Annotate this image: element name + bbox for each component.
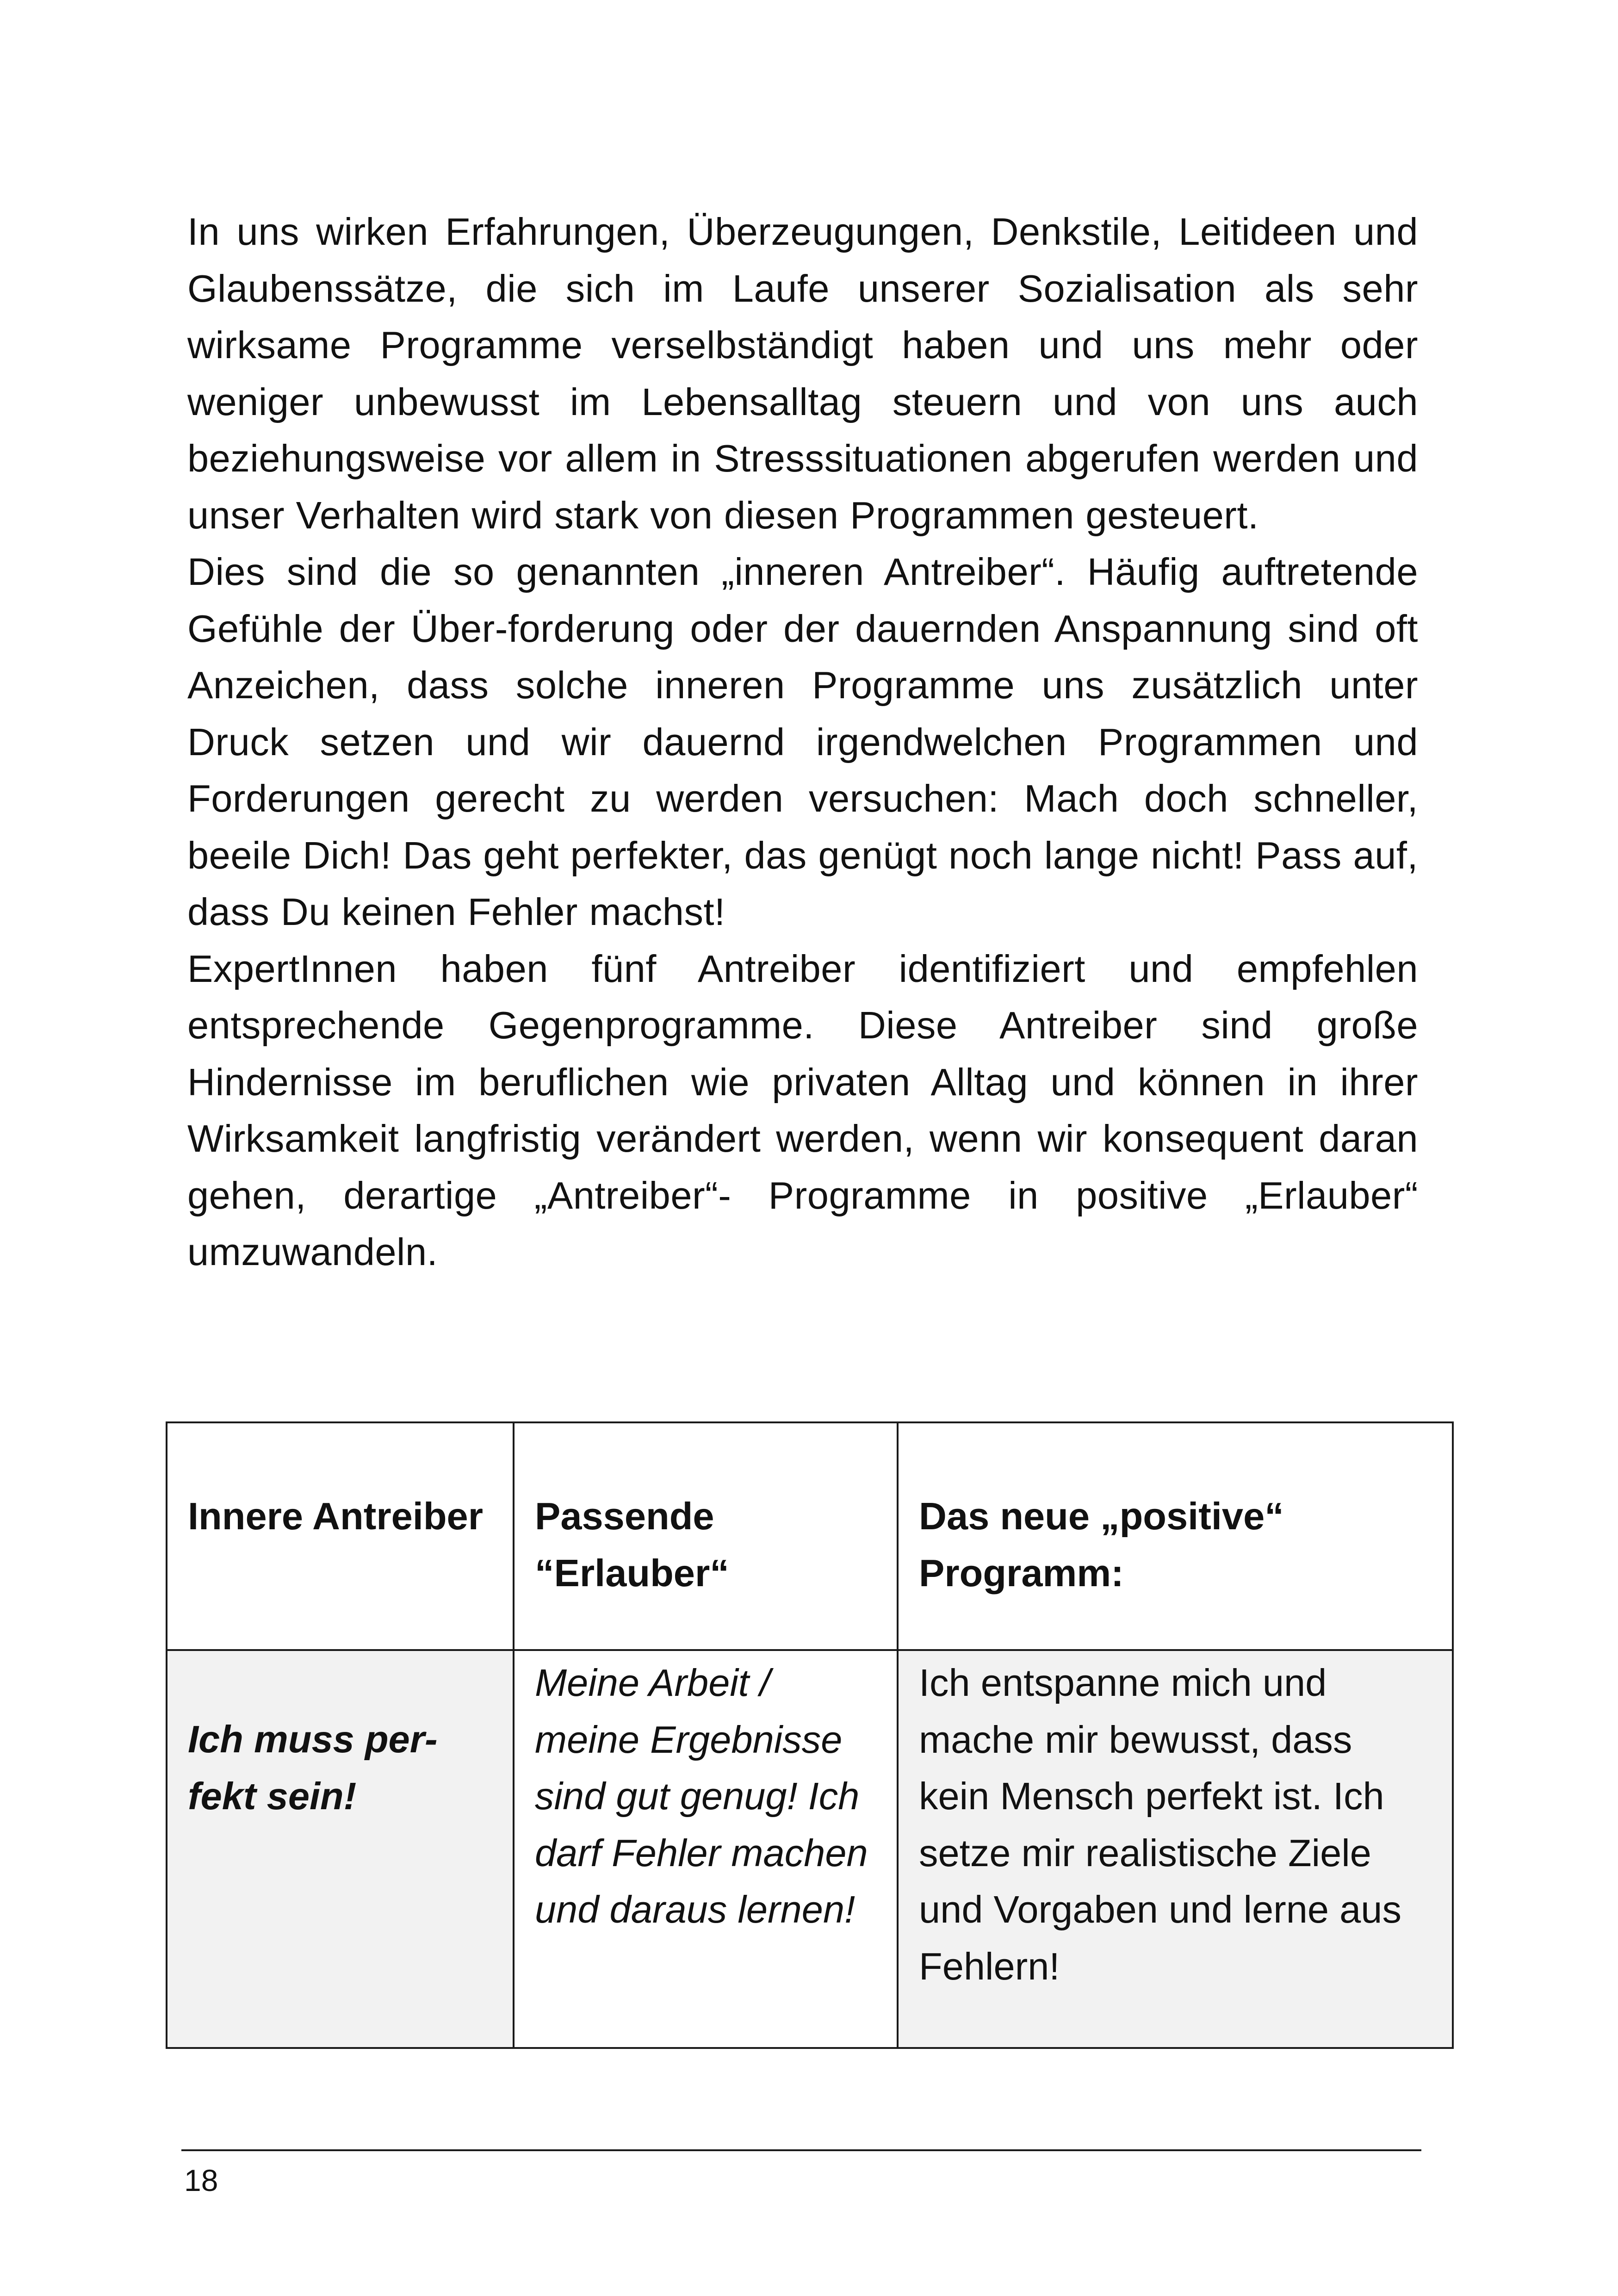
paragraph-innere-antreiber: Dies sind die so genannten „inneren Antreiber“. Häufig auftretende Gefühle der Über-forderung oder der dauernden Anspannung sind oft Anzeichen, dass solche inneren Programme uns zusätzlich unter Druck setzen und wir dauernd irgendwelchen Programmen und Forderungen gerecht zu werden versuchen: Mach doch schneller, beeile Dich! Das geht perfekter, das genügt noch lange nicht! Pass auf, dass Du keinen Fehler machst! [187,550,1418,933]
header-passende-erlauber: Passende “Erlauber“ [514,1422,898,1650]
footer-divider [181,2149,1421,2151]
cell-erlauber: Meine Arbeit / meine Ergebnisse sind gut genug! Ich darf Fehler machen und daraus lernen! [514,1650,898,2048]
cell-programm: Ich entspanne mich und mache mir bewusst, dass kein Mensch perfekt ist. Ich setze mir realistische Ziele und Vorgaben und lerne aus Fehlern! [898,1650,1453,2048]
header-innere-antreiber: Innere Antreiber [167,1422,514,1650]
table-body [167,1650,1453,2048]
page-number: 18 [184,2163,218,2197]
body-text [187,204,1418,1281]
cell-antreiber: Ich muss perfekt sein! [167,1650,514,2048]
table-row [167,1650,1453,2048]
table-header [167,1422,1453,1650]
paragraph-sozialisation: In uns wirken Erfahrungen, Überzeugungen, Denkstile, Leitideen und Glaubenssätze, die sich im Laufe unserer Sozialisation als sehr wirksame Programme verselbständigt haben und uns mehr oder weniger unbewusst im Lebensalltag steuern und von uns auch beziehungsweise vor allem in Stresssituationen abgerufen werden und unser Verhalten wird stark von diesen Programmen gesteuert. [187,210,1418,537]
paragraph-expertinnen: ExpertInnen haben fünf Antreiber identifiziert und empfehlen entsprechende Gegenprogramme. Diese Antreiber sind große Hindernisse im beruflichen wie privaten Alltag und können in ihrer Wirksamkeit langfristig verändert werden, wenn wir konsequent daran gehen, derartige „Antreiber“- Programme in positive „Erlauber“ umzuwandeln. [187,947,1418,1273]
header-neues-programm: Das neue „positive“ Programm: [898,1422,1453,1650]
antreiber-table [166,1421,1454,2049]
table-header-row [167,1422,1453,1650]
